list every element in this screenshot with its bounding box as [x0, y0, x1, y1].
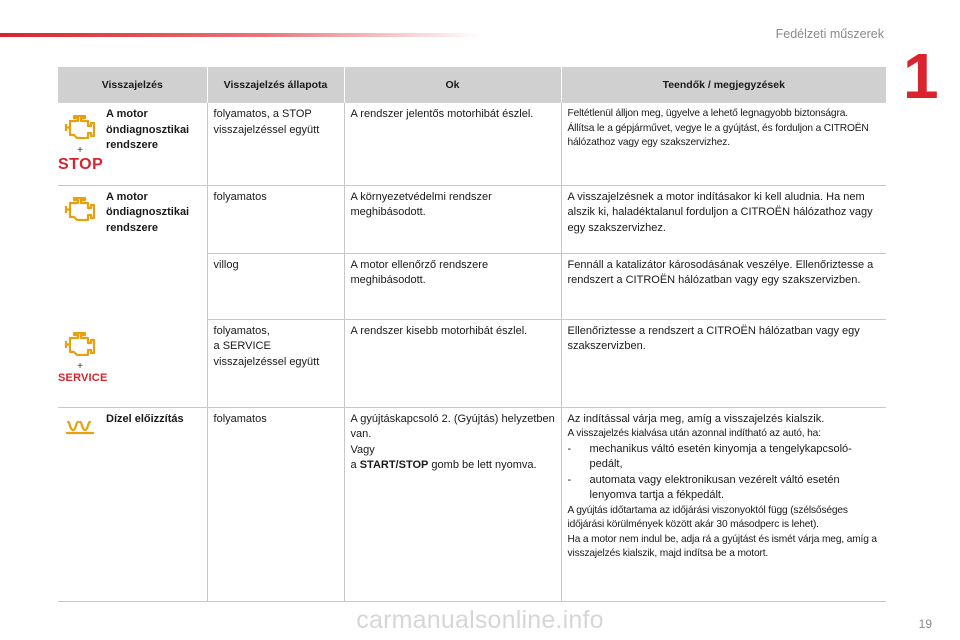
col-header-indicator: Visszajelzés [58, 67, 207, 103]
dash-marker: - [567, 442, 572, 455]
indicator-action [561, 407, 886, 601]
indicator-name: Dízel előizzítás [102, 407, 207, 601]
diesel-preheating-icon [65, 418, 95, 436]
plus-sign: + [77, 144, 83, 156]
action-note: A gyújtás időtartama az időjárási viszonyoktól függ (szélsőséges időjárási körülmények között akár 30 másodperc is lehet). [567, 504, 848, 530]
indicator-cause: A rendszer kisebb motorhibát észlel. [344, 319, 561, 407]
chapter-number: 1 [903, 40, 939, 112]
action-bullet [568, 442, 883, 473]
state-line: visszajelzéssel együtt [213, 355, 320, 368]
indicator-cause: A rendszer jelentős motorhibát észlel. [344, 103, 561, 185]
action-note: Ha a motor nem indul be, adja rá a gyújtást és ismét várja meg, amíg a visszajelzés kialszik, majd indítsa be a motort. [567, 533, 877, 559]
engine-warning-icon [63, 115, 97, 139]
cause-suffix: gomb be lett nyomva. [428, 459, 537, 471]
chapter-marker [903, 40, 943, 112]
engine-warning-icon [63, 197, 97, 221]
col-header-state: Visszajelzés állapota [207, 67, 344, 103]
action-note: A visszajelzés kialvása után azonnal indítható az autó, ha: [567, 428, 821, 439]
section-title: Fedélzeti műszerek [775, 27, 884, 41]
page-number: 19 [918, 617, 932, 631]
stop-warning-icon: STOP [58, 155, 104, 173]
action-line: Feltétlenül álljon meg, ügyelve a lehető legnagyobb biztonságra. [567, 108, 848, 119]
indicator-name: A motor öndiagnosztikai rendszere [102, 185, 207, 407]
action-bullet [568, 473, 883, 504]
table-header-row [58, 67, 886, 103]
table-row [58, 407, 886, 601]
action-intro: Az indítással várja meg, amíg a visszajelzés kialszik. [567, 412, 825, 425]
table-row [58, 185, 886, 253]
bullet-text: automata vagy elektronikusan vezérelt váltó esetén lenyomva tartja a fékpedált. [589, 473, 840, 501]
indicator-action: Fennáll a katalizátor károsodásának veszélye. Ellenőriztesse a rendszert a CITROËN hálózatban vagy egy szakszervizben. [561, 253, 886, 319]
col-header-cause: Ok [344, 67, 561, 103]
indicator-icon-cell [58, 185, 108, 407]
indicator-action: A visszajelzésnek a motor indításakor ki kell aludnia. Ha nem alszik ki, haladéktalanul forduljon a CITROËN hálózathoz vagy egy szakszervizhez. [561, 185, 886, 253]
start-stop-label: START/STOP [359, 459, 429, 471]
indicator-state: folyamatos, a STOP visszajelzéssel együtt [207, 103, 344, 185]
indicator-action: Ellenőriztesse a rendszert a CITROËN hálózatban vagy egy szakszervizben. [561, 319, 886, 407]
state-line: a SERVICE [213, 340, 271, 352]
indicator-state: folyamatos [207, 185, 344, 253]
watermark: carmanualsonline.info [356, 606, 604, 634]
cause-line: A gyújtáskapcsoló 2. (Gyújtás) helyzetben van. [350, 412, 555, 440]
plus-sign: + [77, 361, 83, 372]
state-line: folyamatos, [213, 324, 270, 337]
dash-marker: - [567, 473, 572, 486]
indicator-cause: A környezetvédelmi rendszer meghibásodott. [344, 185, 561, 253]
warning-lights-table [58, 67, 886, 602]
indicator-name: A motor öndiagnosztikai rendszere [102, 103, 207, 185]
service-warning-icon: SERVICE [58, 372, 108, 384]
cause-prefix: a [350, 459, 360, 471]
cause-line [351, 458, 557, 474]
indicator-action [561, 103, 886, 185]
indicator-cause: A motor ellenőrző rendszere meghibásodott. [344, 253, 561, 319]
top-accent-bar [0, 33, 480, 37]
indicator-state: folyamatos [207, 407, 344, 601]
engine-warning-icon [63, 332, 97, 356]
indicator-icon-cell [58, 407, 102, 601]
action-line: Állítsa le a gépjárművet, vegye le a gyújtást, és forduljon a CITROËN hálózathoz vagy egy szakszervizhez. [567, 122, 869, 148]
indicator-icon-cell [58, 103, 102, 185]
bullet-text: mechanikus váltó esetén kinyomja a tengelykapcsoló-pedált, [589, 442, 852, 470]
col-header-action: Teendők / megjegyzések [561, 67, 886, 103]
indicator-state: villog [207, 253, 344, 319]
indicator-state [207, 319, 344, 407]
cause-line: Vagy [350, 443, 375, 456]
indicator-cause [344, 407, 561, 601]
table-row [58, 103, 886, 185]
